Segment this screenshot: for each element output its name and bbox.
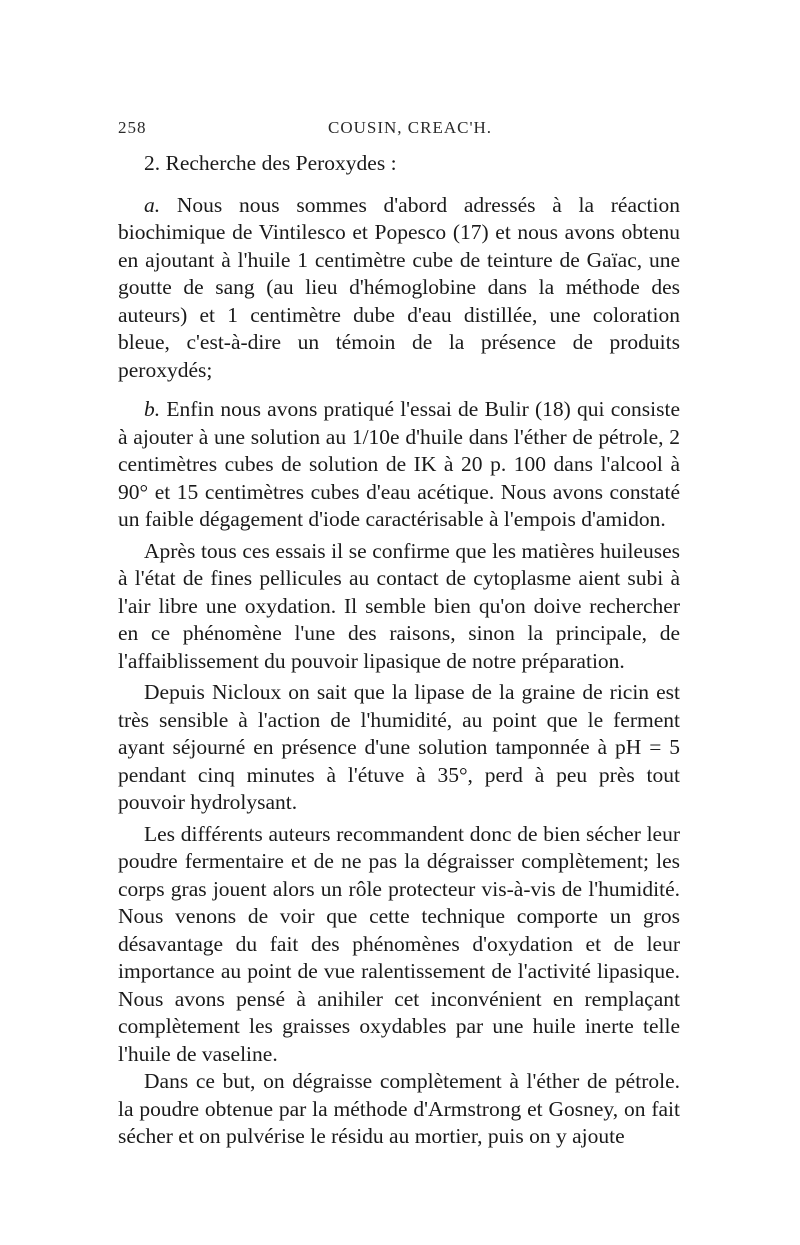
running-title: COUSIN, CREAC'H. (328, 118, 493, 137)
paragraph-marker: b. (144, 397, 161, 421)
page-number: 258 (118, 118, 147, 137)
paragraph: Les différents auteurs recommandent donc de bien sécher leur poudre fermentaire et de ne pas la dégraisser complètement; les corps gras jouent alors un rôle protecteur vis-à-vis de l'humidité. Nous venons de voir que cette technique comporte un gros désavantage du fait des phénomènes d'oxydation et de leur importance au point de vue ralentissement de l'activité lipasique. Nous avons pensé à anihiler cet inconvénient en remplaçant complètement les graisses oxydables par une huile inerte telle l'huile de vaseline. (118, 821, 680, 1066)
paragraph: Depuis Nicloux on sait que la lipase de la graine de ricin est très sensible à l'action de l'humidité, au point que le ferment ayant séjourné en présence d'une solution tamponnée à pH = 5 pendant cinq minutes à l'étuve à 35°, perd à peu près tout pouvoir hydrolysant. (118, 680, 680, 814)
body-text (118, 148, 680, 1151)
section-heading: 2. Recherche des Peroxydes : (144, 151, 397, 175)
paragraph: Dans ce but, on dégraisse complètement à l'éther de pétrole. la poudre obtenue par la méthode d'Armstrong et Gosney, on fait sécher et on pulvérise le résidu au mortier, puis on y ajoute (118, 1069, 680, 1148)
paragraph-a (118, 192, 680, 385)
paragraph-marker: a. (144, 192, 161, 217)
paragraph-text: Nous nous sommes d'abord adressés à la réaction biochimique de Vintilesco et Popesco (17) et nous avons obtenu en ajoutant à l'huile 1 centimètre cube de teinture de Gaïac, une goutte de sang (au lieu d'hémoglobine dans la méthode des auteurs) et 1 centimètre dube d'eau distillée, une coloration bleue, c'est-à-dire un témoin de la présence de produits peroxydés; (118, 192, 680, 382)
paragraph-b (118, 396, 680, 534)
paragraph: Après tous ces essais il se confirme que les matières huileuses à l'état de fines pellicules au contact de cytoplasme aient subi à l'air libre une oxydation. Il semble bien qu'on doive rechercher en ce phénomène l'une des raisons, sinon la principale, de l'affaiblissement du pouvoir lipasique de notre préparation. (118, 538, 680, 673)
paragraph-text: Enfin nous avons pratiqué l'essai de Bulir (18) qui consiste à ajouter à une solution au 1/10e d'huile dans l'éther de pétrole, 2 centimètres cubes de solution de IK à 20 p. 100 dans l'alcool à 90° et 15 centimètres cubes d'eau acétique. Nous avons constaté un faible dégagement d'iode caractérisable à l'empois d'amidon. (118, 397, 680, 531)
page-header (118, 118, 698, 140)
